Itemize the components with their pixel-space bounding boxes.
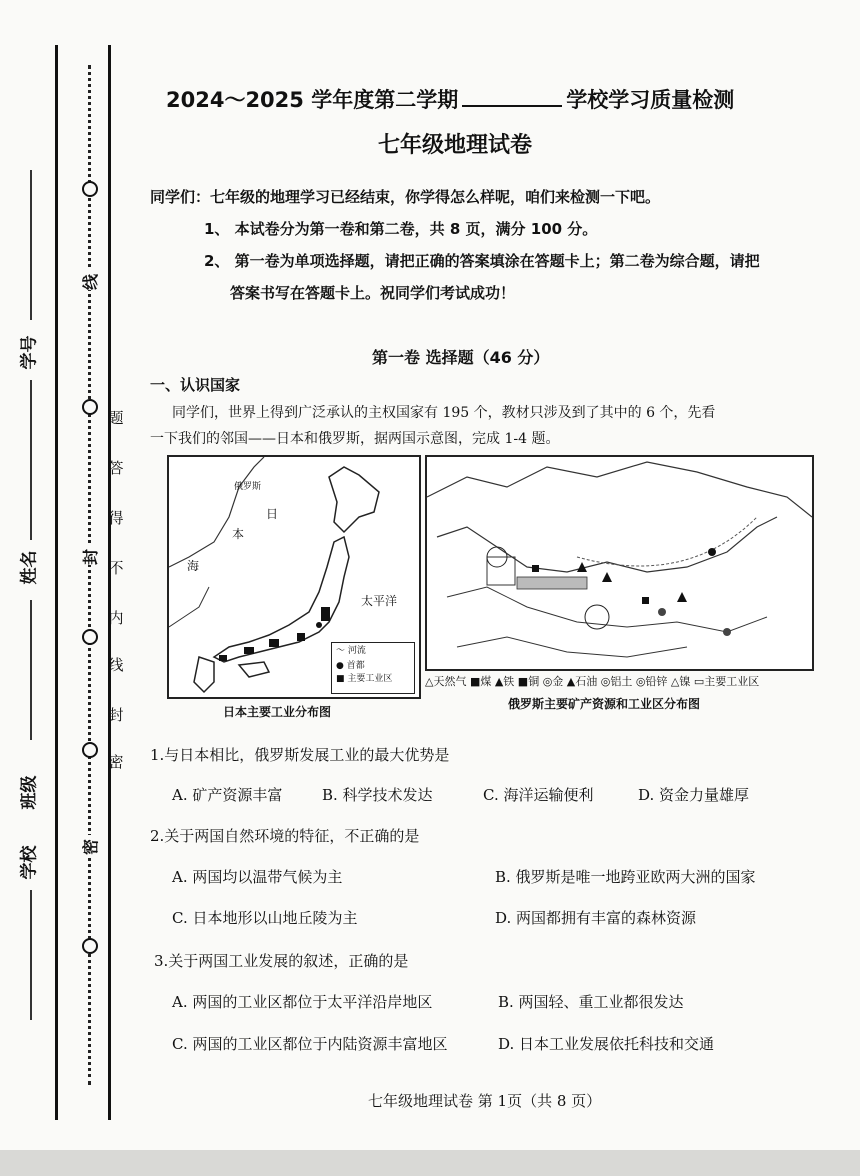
japan-map-label-russia: 俄罗斯	[234, 482, 262, 492]
student-number-field-upper[interactable]	[30, 170, 32, 320]
seal-char: 线	[78, 270, 98, 290]
binding-hole	[82, 399, 98, 415]
question-3-stem: 3.关于两国工业发展的叙述，正确的是	[154, 952, 409, 970]
scan-edge	[0, 1150, 860, 1176]
section-heading: 第一卷 选择题（46 分）	[372, 348, 550, 367]
binding-hole	[82, 629, 98, 645]
school-label: 学校	[19, 845, 40, 880]
binding-hole	[82, 938, 98, 954]
japan-map-caption: 日本主要工业分布图	[223, 705, 332, 719]
seal-char: 密	[78, 835, 98, 855]
question-1-stem: 1.与日本相比，俄罗斯发展工业的最大优势是	[150, 746, 450, 764]
binding-hole	[82, 742, 98, 758]
intro-paragraph-line2: 一下我们的邻国——日本和俄罗斯，据两国示意图，完成 1-4 题。	[150, 431, 560, 447]
question-1-option-d[interactable]: D. 资金力量雄厚	[638, 786, 750, 804]
japan-map-legend	[331, 642, 415, 694]
russia-map-caption: 俄罗斯主要矿产资源和工业区分布图	[508, 697, 701, 711]
warning-char: 答	[108, 459, 124, 477]
page-footer: 七年级地理试卷 第 1页（共 8 页）	[368, 1092, 602, 1110]
warning-char: 线	[108, 656, 124, 674]
binding-hole	[82, 181, 98, 197]
exam-subtitle: 七年级地理试卷	[378, 133, 533, 158]
name-label: 姓名	[19, 550, 40, 585]
question-3-option-b[interactable]: B. 两国轻、重工业都很发达	[498, 993, 684, 1011]
question-2-option-d[interactable]: D. 两国都拥有丰富的森林资源	[495, 909, 697, 927]
student-number-label: 学号	[19, 335, 40, 370]
school-field[interactable]	[30, 890, 32, 1020]
question-2-option-c[interactable]: C. 日本地形以山地丘陵为主	[172, 909, 358, 927]
japan-map-label-pacific: 太平洋	[361, 594, 398, 608]
japan-map-label-ri: 日	[266, 507, 279, 521]
intro-rule-2-line2: 答案书写在答题卡上。祝同学们考试成功！	[230, 284, 516, 302]
exam-title	[166, 84, 734, 114]
question-1-option-b[interactable]: B. 科学技术发达	[322, 786, 433, 804]
question-2-option-b[interactable]: B. 俄罗斯是唯一地跨亚欧两大洲的国家	[495, 868, 756, 886]
legend-industrial: ■ 主要工业区	[336, 674, 393, 684]
warning-char: 内	[108, 609, 124, 627]
intro-rule-1: 1、 本试卷分为第一卷和第二卷，共 8 页，满分 100 分。	[204, 220, 598, 238]
russia-map-legend: △天然气 ■煤 ▲铁 ■铜 ◎金 ▲石油 ◎铝土 ◎铅锌 △镍 ▭主要工业区	[425, 675, 760, 688]
russia-map-drawing	[427, 457, 812, 669]
intro-rule-2-line1: 2、 第一卷为单项选择题，请把正确的答案填涂在答题卡上；第二卷为综合题，请把	[204, 252, 760, 270]
japan-map	[167, 455, 421, 699]
school-name-blank[interactable]	[462, 87, 562, 107]
part-title: 一、认识国家	[150, 376, 241, 394]
warning-char: 封	[108, 706, 124, 724]
legend-capital: ● 首都	[336, 661, 365, 671]
legend-river: 〜 河流	[336, 646, 366, 656]
name-field[interactable]	[30, 600, 32, 740]
intro-paragraph-line1: 同学们，世界上得到广泛承认的主权国家有 195 个，教材只涉及到了其中的 6 个，先看	[172, 405, 716, 421]
student-number-field[interactable]	[30, 380, 32, 540]
question-2-stem: 2.关于两国自然环境的特征，不正确的是	[150, 827, 420, 845]
question-2-option-a[interactable]: A. 两国均以温带气候为主	[172, 868, 343, 886]
intro-greeting: 同学们：七年级的地理学习已经结束，你学得怎么样呢，咱们来检测一下吧。	[150, 188, 661, 206]
exam-title-year: 2024～2025 学年度第二学期	[166, 88, 459, 112]
russia-map	[425, 455, 814, 671]
question-1-option-c[interactable]: C. 海洋运输便利	[483, 786, 594, 804]
japan-map-label-ben: 本	[232, 527, 245, 541]
warning-char: 题	[108, 409, 124, 427]
warning-char: 不	[108, 559, 124, 577]
margin-rule-outer	[55, 45, 58, 1120]
seal-char: 封	[78, 545, 98, 565]
question-3-option-c[interactable]: C. 两国的工业区都位于内陆资源丰富地区	[172, 1035, 448, 1053]
class-label: 班级	[19, 775, 40, 810]
question-1-option-a[interactable]: A. 矿产资源丰富	[172, 786, 283, 804]
cut-line	[88, 65, 91, 1085]
question-3-option-a[interactable]: A. 两国的工业区都位于太平洋沿岸地区	[172, 993, 433, 1011]
japan-map-label-hai: 海	[187, 559, 200, 573]
margin-rule-inner	[108, 45, 111, 1120]
exam-title-school: 学校学习质量检测	[566, 88, 735, 112]
question-3-option-d[interactable]: D. 日本工业发展依托科技和交通	[498, 1035, 715, 1053]
warning-char: 密	[108, 753, 124, 771]
warning-char: 得	[108, 509, 124, 527]
